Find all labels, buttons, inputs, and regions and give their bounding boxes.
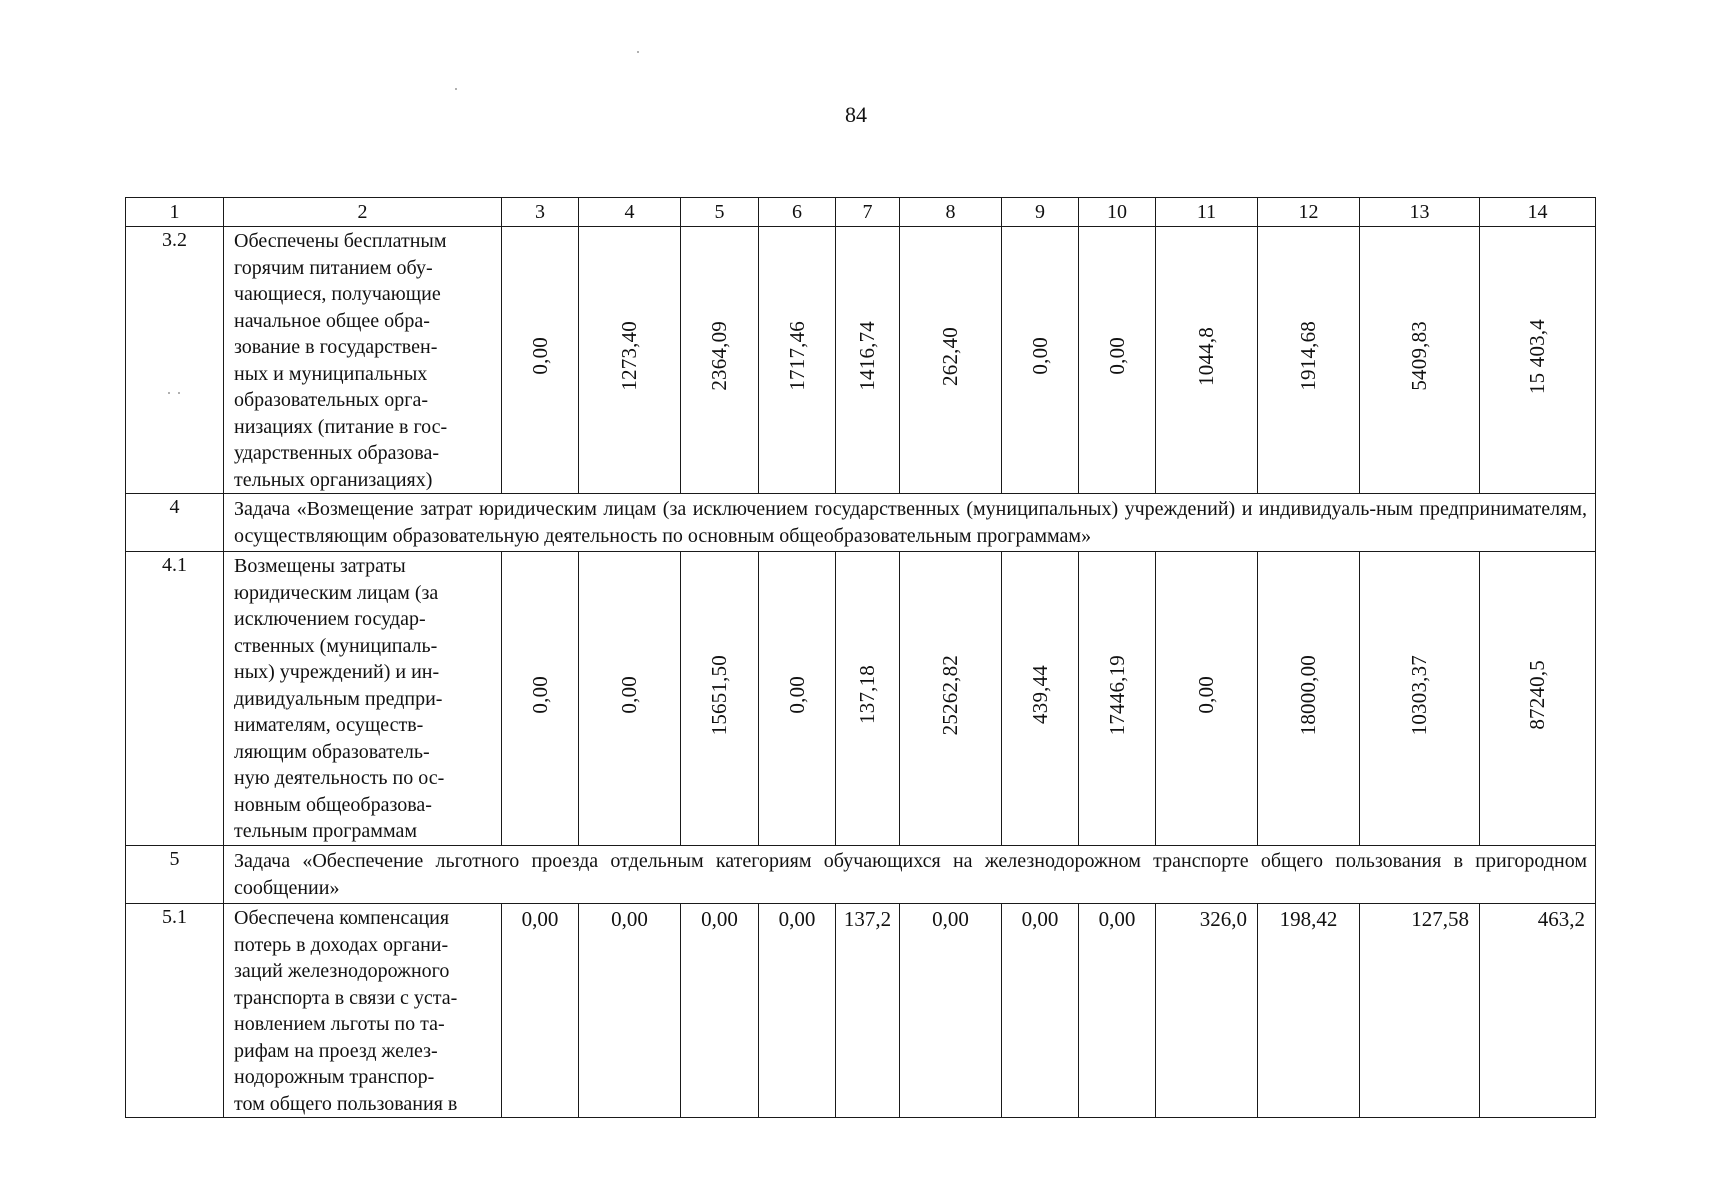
value-cell xyxy=(579,552,681,846)
value-text: 137,18 xyxy=(855,665,880,725)
value-cell: 0,00 xyxy=(1002,904,1079,1118)
header-cell: 1 xyxy=(126,198,224,227)
description-line: ляющим образователь- xyxy=(234,740,430,763)
value-text: 0,00 xyxy=(1194,675,1219,714)
value-cell: 0,00 xyxy=(759,904,836,1118)
row-number: 3.2 xyxy=(126,227,224,494)
header-cell: 8 xyxy=(900,198,1002,227)
value-text: 87240,5 xyxy=(1525,659,1550,730)
value-cell: 463,2 xyxy=(1480,904,1596,1118)
value-cell: 127,58 xyxy=(1360,904,1480,1118)
value-cell xyxy=(579,227,681,494)
table-row-4-1 xyxy=(126,552,1596,846)
header-cell: 3 xyxy=(502,198,579,227)
value-cell xyxy=(1360,552,1480,846)
description-line: потерь в доходах органи- xyxy=(234,933,449,956)
row-description xyxy=(224,552,502,846)
header-cell: 5 xyxy=(681,198,759,227)
description-line: начальное общее обра- xyxy=(234,309,430,332)
description-line: нимателям, осуществ- xyxy=(234,714,424,736)
description-line: нодорожным транспор- xyxy=(234,1066,435,1088)
value-text: 262,40 xyxy=(938,326,963,386)
value-cell xyxy=(1258,552,1360,846)
description-line: тельных организациях) xyxy=(234,468,433,491)
description-line: ударственных образова- xyxy=(234,442,440,464)
description-line: чающиеся, получающие xyxy=(234,283,441,305)
value-cell: 0,00 xyxy=(502,904,579,1118)
description-line: Возмещены затраты xyxy=(234,555,406,577)
header-cell: 11 xyxy=(1156,198,1258,227)
value-cell xyxy=(1002,552,1079,846)
scan-speck xyxy=(637,51,639,53)
value-text: 15 403,4 xyxy=(1525,318,1550,394)
description-line: новным общеобразова- xyxy=(234,793,432,816)
value-cell xyxy=(502,227,579,494)
value-cell: 0,00 xyxy=(900,904,1002,1118)
value-cell xyxy=(1079,552,1156,846)
value-cell xyxy=(1079,227,1156,494)
value-cell: 0,00 xyxy=(681,904,759,1118)
description-line: ную деятельность по ос- xyxy=(234,767,445,789)
table-row-task-4 xyxy=(126,494,1596,552)
value-cell xyxy=(1258,227,1360,494)
row-description xyxy=(224,904,502,1118)
value-text: 0,00 xyxy=(617,675,642,714)
budget-table xyxy=(125,197,1596,1118)
value-text: 1416,74 xyxy=(855,321,880,392)
value-cell: 326,0 xyxy=(1156,904,1258,1118)
description-line: том общего пользования в xyxy=(234,1092,458,1115)
value-cell xyxy=(759,227,836,494)
header-cell: 10 xyxy=(1079,198,1156,227)
header-cell: 6 xyxy=(759,198,836,227)
header-cell: 12 xyxy=(1258,198,1360,227)
value-text: 1717,46 xyxy=(784,321,809,392)
page-number: 84 xyxy=(845,102,867,127)
value-cell: 0,00 xyxy=(1079,904,1156,1118)
value-cell xyxy=(759,552,836,846)
description-line: транспорта в связи с уста- xyxy=(234,986,458,1009)
value-text: 25262,82 xyxy=(938,654,963,735)
description-line: дивидуальным предпри- xyxy=(234,687,443,710)
value-text: 0,00 xyxy=(527,337,552,376)
description-line: ственных (муниципаль- xyxy=(234,634,438,657)
value-text: 15651,50 xyxy=(707,654,732,735)
value-text: 18000,00 xyxy=(1296,654,1321,735)
value-cell xyxy=(900,552,1002,846)
description-line: Обеспечена компенсация xyxy=(234,907,450,929)
value-cell xyxy=(1156,227,1258,494)
table-row-3-2 xyxy=(126,227,1596,494)
description-line: рифам на проезд желез- xyxy=(234,1039,438,1062)
task-heading: Задача «Возмещение затрат юридическим лицам (за исключением государственных (муниципальных) учреждений) и индивидуаль-ным предпринимателям, осуществляющим образовательную деятельность по основным общеобразовательным программам» xyxy=(224,494,1596,552)
value-text: 2364,09 xyxy=(707,321,732,392)
row-number: 4.1 xyxy=(126,552,224,846)
value-cell xyxy=(836,552,900,846)
value-cell xyxy=(681,227,759,494)
value-text: 0,00 xyxy=(1104,337,1129,376)
value-text: 439,44 xyxy=(1027,665,1052,725)
description-line: тельным программам xyxy=(234,820,418,842)
description-line: Обеспечены бесплатным xyxy=(234,230,447,252)
value-text: 10303,37 xyxy=(1407,654,1432,735)
description-line: горячим питанием обу- xyxy=(234,256,433,279)
value-text: 1914,68 xyxy=(1296,321,1321,392)
table-row-task-5 xyxy=(126,846,1596,904)
value-cell: 137,2 xyxy=(836,904,900,1118)
header-cell: 9 xyxy=(1002,198,1079,227)
task-heading: Задача «Обеспечение льготного проезда отдельным категориям обучающихся на железнодорожном транспорте общего пользования в пригородном сообщении» xyxy=(224,846,1596,904)
value-text: 1273,40 xyxy=(617,321,642,392)
row-number: 5 xyxy=(126,846,224,904)
value-cell xyxy=(1480,552,1596,846)
row-number: 5.1 xyxy=(126,904,224,1118)
description-line: низациях (питание в гос- xyxy=(234,415,448,438)
description-line: новлением льготы по та- xyxy=(234,1013,445,1035)
value-text: 0,00 xyxy=(784,675,809,714)
value-text: 1044,8 xyxy=(1194,326,1219,386)
value-cell: 198,42 xyxy=(1258,904,1360,1118)
header-cell: 13 xyxy=(1360,198,1480,227)
table-header-row xyxy=(126,198,1596,227)
value-cell xyxy=(836,227,900,494)
scan-speck xyxy=(455,88,457,90)
value-cell xyxy=(1002,227,1079,494)
header-cell: 14 xyxy=(1480,198,1596,227)
value-cell xyxy=(681,552,759,846)
value-cell xyxy=(900,227,1002,494)
description-line: исключением государ- xyxy=(234,608,426,630)
value-cell: 0,00 xyxy=(579,904,681,1118)
description-line: юридическим лицам (за xyxy=(234,581,439,604)
value-text: 0,00 xyxy=(1027,337,1052,376)
row-description xyxy=(224,227,502,494)
value-text: 17446,19 xyxy=(1104,654,1129,735)
description-line: заций железнодорожного xyxy=(234,960,450,982)
value-cell xyxy=(502,552,579,846)
description-line: ных и муниципальных xyxy=(234,362,428,385)
header-cell: 7 xyxy=(836,198,900,227)
description-line: зование в государствен- xyxy=(234,336,438,358)
value-cell xyxy=(1480,227,1596,494)
value-cell xyxy=(1360,227,1480,494)
row-number: 4 xyxy=(126,494,224,552)
header-cell: 2 xyxy=(224,198,502,227)
description-line: образовательных орга- xyxy=(234,389,428,411)
header-cell: 4 xyxy=(579,198,681,227)
value-text: 0,00 xyxy=(527,675,552,714)
table-row-5-1 xyxy=(126,904,1596,1118)
value-cell xyxy=(1156,552,1258,846)
description-line: ных) учреждений) и ин- xyxy=(234,661,440,683)
value-text: 5409,83 xyxy=(1407,321,1432,392)
